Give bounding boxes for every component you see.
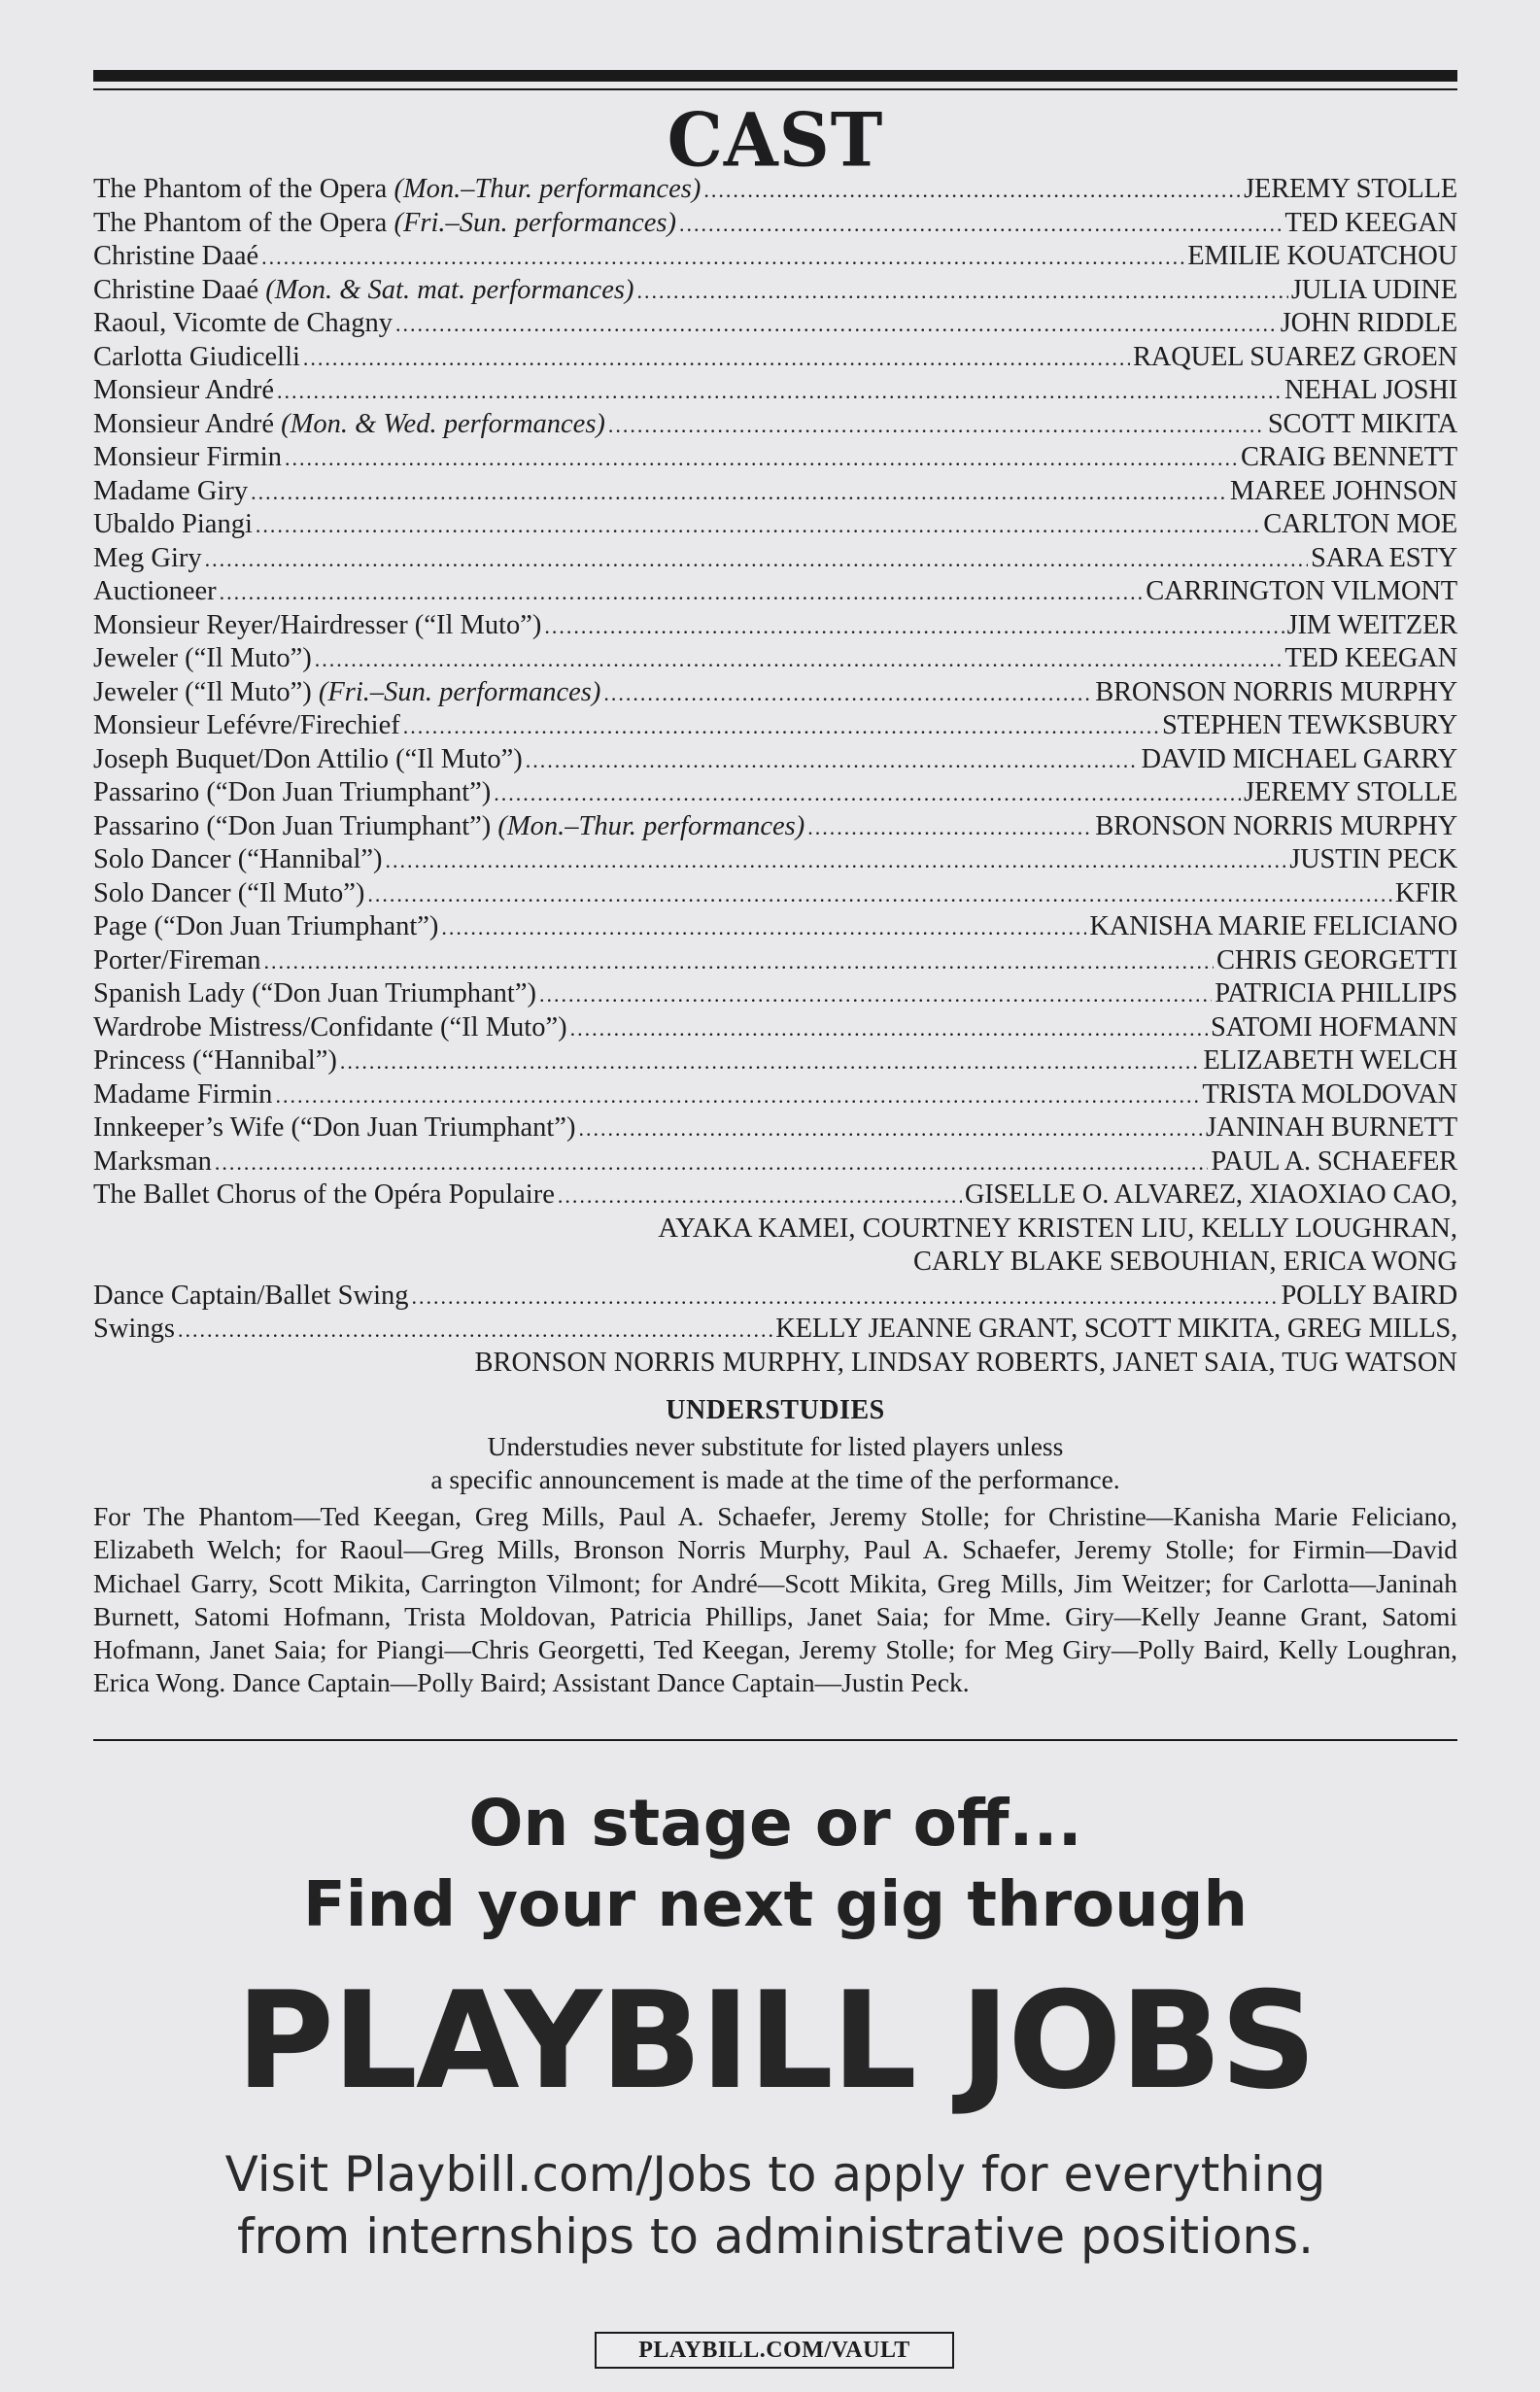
cast-role-text: Madame Giry [93, 475, 249, 506]
vault-link[interactable]: PLAYBILL.COM/VAULT [595, 2332, 954, 2369]
understudies-heading: UNDERSTUDIES [666, 1395, 885, 1425]
cast-role-text: Swings [93, 1314, 175, 1344]
cast-actor: JUSTIN PECK [1289, 844, 1457, 874]
cast-actor: TED KEEGAN [1284, 207, 1457, 238]
cast-role-text: Spanish Lady (“Don Juan Triumphant”) [93, 978, 536, 1008]
dot-leader [205, 542, 1308, 576]
cast-role-note: (Fri.–Sun. performances) [394, 207, 676, 238]
top-thick-rule [93, 70, 1457, 82]
cast-role-note: (Mon. & Wed. performances) [281, 408, 605, 439]
dot-leader [261, 240, 1184, 274]
cast-actor: SARA ESTY [1310, 542, 1457, 573]
cast-row [93, 1078, 1457, 1112]
cast-role-text: Monsieur André [93, 408, 282, 439]
cast-row [93, 1145, 1457, 1179]
cast-row [93, 1111, 1457, 1145]
cast-role [93, 676, 600, 710]
cast-actor: POLLY BAIRD [1281, 1280, 1457, 1311]
cast-role [93, 609, 541, 643]
cast-role-text: Solo Dancer (“Il Muto”) [93, 877, 365, 908]
dot-leader [367, 877, 1391, 911]
cast-role-text: Auctioneer [93, 576, 217, 606]
cast-role-note: (Mon. & Sat. mat. performances) [265, 274, 634, 305]
cast-actor: JOHN RIDDLE [1280, 308, 1457, 338]
cast-role [93, 341, 300, 375]
cast-role-text: Page (“Don Juan Triumphant”) [93, 911, 439, 941]
dot-leader [539, 977, 1212, 1011]
dot-leader [303, 341, 1130, 375]
cast-actor: RAQUEL SUAREZ GROEN [1133, 341, 1457, 372]
cast-row [93, 1280, 1457, 1314]
dot-leader [277, 374, 1282, 408]
cast-row [93, 341, 1457, 375]
dot-leader [395, 307, 1278, 341]
cast-role [93, 1011, 567, 1045]
dot-leader [403, 709, 1159, 743]
cast-row [93, 475, 1457, 509]
cast-row [93, 977, 1457, 1011]
dot-leader [603, 676, 1092, 710]
cast-row [93, 441, 1457, 475]
cast-row [93, 1011, 1457, 1045]
ad-description-line: from internships to administrative positions. [236, 2208, 1315, 2265]
cast-role [93, 1313, 175, 1347]
cast-actor: KELLY JEANNE GRANT, SCOTT MIKITA, GREG MILLS, [775, 1314, 1457, 1344]
cast-actor: BRONSON NORRIS MURPHY [1095, 810, 1457, 841]
cast-actor: DAVID MICHAEL GARRY [1141, 743, 1457, 774]
cast-row [93, 877, 1457, 911]
cast-continuation: BRONSON NORRIS MURPHY, LINDSAY ROBERTS, JANET SAIA, TUG WATSON [474, 1347, 1457, 1378]
dot-leader [570, 1011, 1208, 1045]
cast-role [93, 877, 364, 911]
cast-role-text: Innkeeper’s Wife (“Don Juan Triumphant”) [93, 1112, 576, 1143]
cast-role [93, 1145, 212, 1179]
cast-row [93, 542, 1457, 576]
cast-role-text: Dance Captain/Ballet Swing [93, 1280, 409, 1311]
cast-actor: JEREMY STOLLE [1244, 777, 1457, 807]
cast-actor: JIM WEITZER [1286, 609, 1457, 640]
cast-role-text: Christine Daaé [93, 274, 266, 305]
cast-actor: EMILIE KOUATCHOU [1187, 241, 1457, 271]
cast-row [93, 240, 1457, 274]
dot-leader [441, 910, 1086, 944]
ad-headline: On stage or off... [468, 1786, 1082, 1861]
cast-role-text: Passarino (“Don Juan Triumphant”) [93, 810, 498, 841]
cast-list [93, 173, 1457, 1380]
cast-row [93, 207, 1457, 241]
cast-row [93, 609, 1457, 643]
cast-row [93, 676, 1457, 710]
cast-row [93, 1313, 1457, 1347]
cast-row [93, 944, 1457, 978]
dot-leader [544, 609, 1283, 643]
dot-leader [251, 475, 1227, 509]
cast-role [93, 173, 701, 207]
cast-role [93, 709, 400, 743]
cast-role-text: Monsieur Firmin [93, 442, 282, 472]
cast-role-text: Marksman [93, 1145, 212, 1177]
cast-role-text: Monsieur Reyer/Hairdresser (“Il Muto”) [93, 609, 542, 640]
cast-role-note: (Fri.–Sun. performances) [318, 676, 601, 707]
cast-role [93, 542, 202, 576]
cast-role [93, 274, 633, 308]
cast-role [93, 240, 258, 274]
cast-role [93, 207, 676, 241]
cast-role-text: Monsieur Lefévre/Firechief [93, 710, 400, 740]
dot-leader [275, 1078, 1199, 1112]
cast-actor: NEHAL JOSHI [1283, 375, 1457, 405]
cast-role-text: Solo Dancer (“Hannibal”) [93, 844, 383, 874]
dot-leader [608, 408, 1265, 442]
cast-role [93, 843, 383, 877]
cast-role-text: Passarino (“Don Juan Triumphant”) [93, 777, 492, 807]
cast-role [93, 910, 438, 944]
understudies-note-line: a specific announcement is made at the time of the performance. [430, 1464, 1120, 1494]
cast-row [93, 709, 1457, 743]
cast-actor: JANINAH BURNETT [1205, 1112, 1457, 1143]
cast-actor: CARLTON MOE [1263, 509, 1457, 539]
cast-role [93, 810, 804, 844]
cast-row [93, 408, 1457, 442]
cast-role [93, 408, 605, 442]
dot-leader [215, 1145, 1208, 1179]
cast-role-text: The Ballet Chorus of the Opéra Populaire [93, 1179, 555, 1210]
dot-leader [636, 274, 1287, 308]
cast-actor: STEPHEN TEWKSBURY [1161, 710, 1457, 740]
cast-row [93, 274, 1457, 308]
cast-role-text: Monsieur André [93, 375, 275, 405]
cast-role-text: Wardrobe Mistress/Confidante (“Il Muto”) [93, 1011, 567, 1042]
dot-leader [256, 508, 1260, 542]
cast-actor: CRAIG BENNETT [1240, 442, 1457, 472]
cast-row [93, 810, 1457, 844]
cast-row [93, 173, 1457, 207]
cast-role-note: (Mon.–Thur. performances) [394, 174, 702, 204]
cast-role [93, 977, 536, 1011]
cast-role-text: Raoul, Vicomte de Chagny [93, 308, 394, 338]
cast-role [93, 1280, 409, 1314]
cast-role-text: Madame Firmin [93, 1078, 273, 1110]
cast-row [93, 910, 1457, 944]
cast-actor: PATRICIA PHILLIPS [1215, 978, 1457, 1008]
cast-role-text: Christine Daaé [93, 241, 259, 271]
cast-role-text: Ubaldo Piangi [93, 509, 253, 539]
cast-actor: JULIA UDINE [1290, 274, 1457, 305]
cast-actor: PAUL A. SCHAEFER [1211, 1145, 1457, 1177]
dot-leader [220, 575, 1144, 609]
dot-leader [578, 1111, 1203, 1145]
cast-actor: MAREE JOHNSON [1229, 475, 1457, 506]
cast-role [93, 1078, 272, 1112]
dot-leader [703, 173, 1241, 207]
understudies-note [93, 1430, 1457, 1496]
understudies-body: For The Phantom—Ted Keegan, Greg Mills, Paul A. Schaefer, Jeremy Stolle; for Christine—Kanisha Marie Feliciano, Elizabeth Welch; for Raoul—Greg Mills, Bronson Norris Murphy, Paul A. Schaefer, Jeremy Stolle; for Firmin—David Michael Garry, Scott Mikita, Carrington Vilmont; for André—Scott Mikita, Greg Mills, Jim Weitzer; for Carlotta—Janinah Burnett, Satomi Hofmann, Trista Moldovan, Patricia Phillips, Janet Saia; for Mme. Giry—Kelly Jeanne Grant, Satomi Hofmann, Janet Saia; for Piangi—Chris Georgetti, Ted Keegan, Jeremy Stolle; for Meg Giry—Polly Baird, Kelly Loughran, Erica Wong. Dance Captain—Polly Baird; Assistant Dance Captain—Justin Peck. [93, 1501, 1457, 1698]
dot-leader [386, 843, 1287, 877]
cast-actor: TRISTA MOLDOVAN [1202, 1078, 1457, 1110]
cast-row [93, 1044, 1457, 1078]
cast-role-text: Princess (“Hannibal”) [93, 1045, 337, 1076]
cast-row [93, 776, 1457, 810]
dot-leader [340, 1044, 1200, 1078]
cast-role-text: The Phantom of the Opera [93, 174, 394, 204]
cast-role-text: Joseph Buquet/Don Attilio (“Il Muto”) [93, 743, 523, 774]
cast-actor: TED KEEGAN [1284, 643, 1457, 673]
cast-actor: KFIR [1394, 877, 1457, 908]
cast-role [93, 575, 217, 609]
cast-role [93, 475, 248, 509]
cast-row [93, 1179, 1457, 1213]
dot-leader [412, 1280, 1279, 1314]
cast-role-note: (Mon.–Thur. performances) [497, 810, 805, 841]
cast-role [93, 441, 282, 475]
cast-actor: GISELLE O. ALVAREZ, XIAOXIAO CAO, [964, 1179, 1457, 1210]
dot-leader [807, 810, 1092, 844]
dot-leader [264, 944, 1215, 978]
cast-actor: SCOTT MIKITA [1267, 408, 1457, 439]
dot-leader [679, 207, 1282, 241]
cast-role-text: The Phantom of the Opera [93, 207, 394, 238]
cast-row [93, 843, 1457, 877]
cast-actor: JEREMY STOLLE [1244, 174, 1457, 204]
cast-role [93, 743, 523, 777]
dot-leader [558, 1179, 962, 1213]
cast-title: CAST [667, 95, 884, 184]
cast-role-text: Meg Giry [93, 542, 202, 573]
cast-row [93, 307, 1457, 341]
cast-role [93, 374, 274, 408]
cast-role [93, 642, 312, 676]
cast-role-text: Jeweler (“Il Muto”) [93, 643, 312, 673]
ad-description-line: Visit Playbill.com/Jobs to apply for everything [224, 2146, 1326, 2203]
cast-actor: ELIZABETH WELCH [1203, 1045, 1457, 1076]
cast-role [93, 776, 491, 810]
cast-actor: CARRINGTON VILMONT [1146, 576, 1457, 606]
dot-leader [526, 743, 1139, 777]
cast-actor: KANISHA MARIE FELICIANO [1089, 911, 1457, 941]
cast-actor: CHRIS GEORGETTI [1216, 944, 1457, 975]
cast-role-text: Porter/Fireman [93, 944, 261, 975]
cast-role [93, 1179, 555, 1213]
dot-leader [285, 441, 1238, 475]
cast-actor: BRONSON NORRIS MURPHY [1095, 676, 1457, 707]
ad-description [93, 2143, 1457, 2268]
understudies-note-line: Understudies never substitute for listed players unless [487, 1431, 1064, 1461]
cast-role [93, 1111, 575, 1145]
dot-leader [315, 642, 1283, 676]
cast-row [93, 642, 1457, 676]
cast-actor: SATOMI HOFMANN [1210, 1011, 1457, 1042]
cast-role [93, 508, 253, 542]
cast-row [93, 374, 1457, 408]
cast-continuation: CARLY BLAKE SEBOUHIAN, ERICA WONG [912, 1247, 1457, 1277]
cast-continuation: AYAKA KAMEI, COURTNEY KRISTEN LIU, KELLY LOUGHRAN, [658, 1213, 1457, 1244]
dot-leader [494, 776, 1241, 810]
section-divider [93, 1739, 1457, 1741]
cast-role [93, 1044, 337, 1078]
top-thin-rule [93, 88, 1457, 90]
cast-row [93, 575, 1457, 609]
cast-row [93, 508, 1457, 542]
cast-role-text: Jeweler (“Il Muto”) [93, 676, 319, 707]
cast-row [93, 743, 1457, 777]
cast-role-text: Carlotta Giudicelli [93, 341, 300, 372]
ad-brand: PLAYBILL JOBS [235, 1963, 1316, 2119]
cast-role [93, 944, 261, 978]
ad-subheadline: Find your next gig through [303, 1869, 1248, 1941]
cast-role [93, 307, 393, 341]
dot-leader [178, 1313, 772, 1347]
